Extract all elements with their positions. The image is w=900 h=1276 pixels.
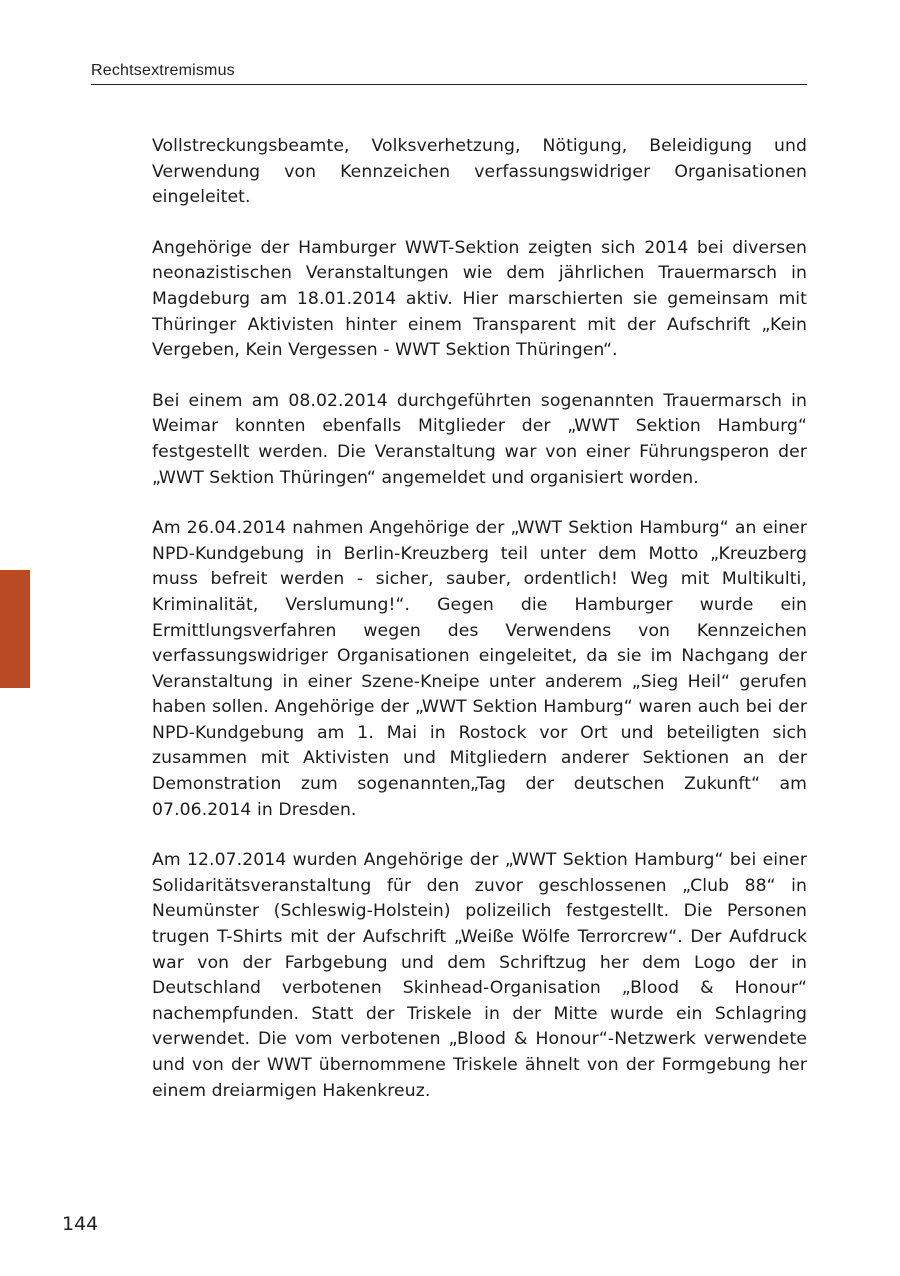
chapter-tab-marker bbox=[0, 570, 30, 688]
page-number: 144 bbox=[62, 1213, 99, 1235]
paragraph: Bei einem am 08.02.2014 durchgeführten sogenannten Trauermarsch in Weimar konnten ebenfalls Mitglieder der „WWT Sektion Hamburg“ festgestellt werden. Die Veranstaltung war von einer Führungsperon der „WWT Sektion Thüringen“ angemeldet und organisiert worden. bbox=[152, 390, 807, 488]
paragraph: Angehörige der Hamburger WWT-Sektion zeigten sich 2014 bei diversen neonazistischen Veranstaltungen wie dem jährlichen Trauermarsch in Magdeburg am 18.01.2014 aktiv. Hier marschierten sie gemeinsam mit Thüringer Aktivisten hinter einem Transparent mit der Aufschrift „Kein Vergeben, Kein Vergessen - WWT Sektion Thüringen“. bbox=[152, 237, 807, 361]
paragraph: Vollstreckungsbeamte, Volksverhetzung, Nötigung, Beleidigung und Verwendung von Kennzeichen verfassungswidriger Organisationen eingeleitet. bbox=[152, 136, 807, 208]
running-header bbox=[91, 60, 807, 85]
paragraph: Am 26.04.2014 nahmen Angehörige der „WWT Sektion Hamburg“ an einer NPD-Kundgebung in Berlin-Kreuzberg teil unter dem Motto „Kreuzberg muss befreit werden - sicher, sauber, ordentlich! Weg mit Multikulti, Kriminalität, Verslumung!“. Gegen die Hamburger wurde ein Ermittlungsverfahren wegen des Verwendens von Kennzeichen verfassungswidriger Organisationen eingeleitet, da sie im Nachgang der Veranstaltung in einer Szene-Kneipe unter anderem „Sieg Heil“ gerufen haben sollen. Angehörige der „WWT Sektion Hamburg“ waren auch bei der NPD-Kundgebung am 1. Mai in Rostock vor Ort und beteiligten sich zusammen mit Aktivisten und Mitgliedern anderer Sektionen an der Demonstration zum sogenannten„Tag der deutschen Zukunft“ am 07.06.2014 in Dresden. bbox=[152, 518, 807, 820]
body-text bbox=[152, 134, 807, 1129]
paragraph: Am 12.07.2014 wurden Angehörige der „WWT Sektion Hamburg“ bei einer Solidaritätsveranstaltung für den zuvor geschlossenen „Club 88“ in Neumünster (Schleswig-Holstein) polizeilich festgestellt. Die Personen trugen T-Shirts mit der Aufschrift „Weiße Wölfe Terrorcrew“. Der Aufdruck war von der Farbgebung und dem Schriftzug her dem Logo der in Deutschland verbotenen Skinhead-Organisation „Blood & Honour“ nachempfunden. Statt der Triskele in der Mitte wurde ein Schlagring verwendet. Die vom verbotenen „Blood & Honour“-Netzwerk verwendete und von der WWT übernommene Triskele ähnelt von der Formgebung her einem dreiarmigen Hakenkreuz. bbox=[152, 850, 807, 1101]
running-header-title: Rechtsextremismus bbox=[91, 62, 235, 79]
